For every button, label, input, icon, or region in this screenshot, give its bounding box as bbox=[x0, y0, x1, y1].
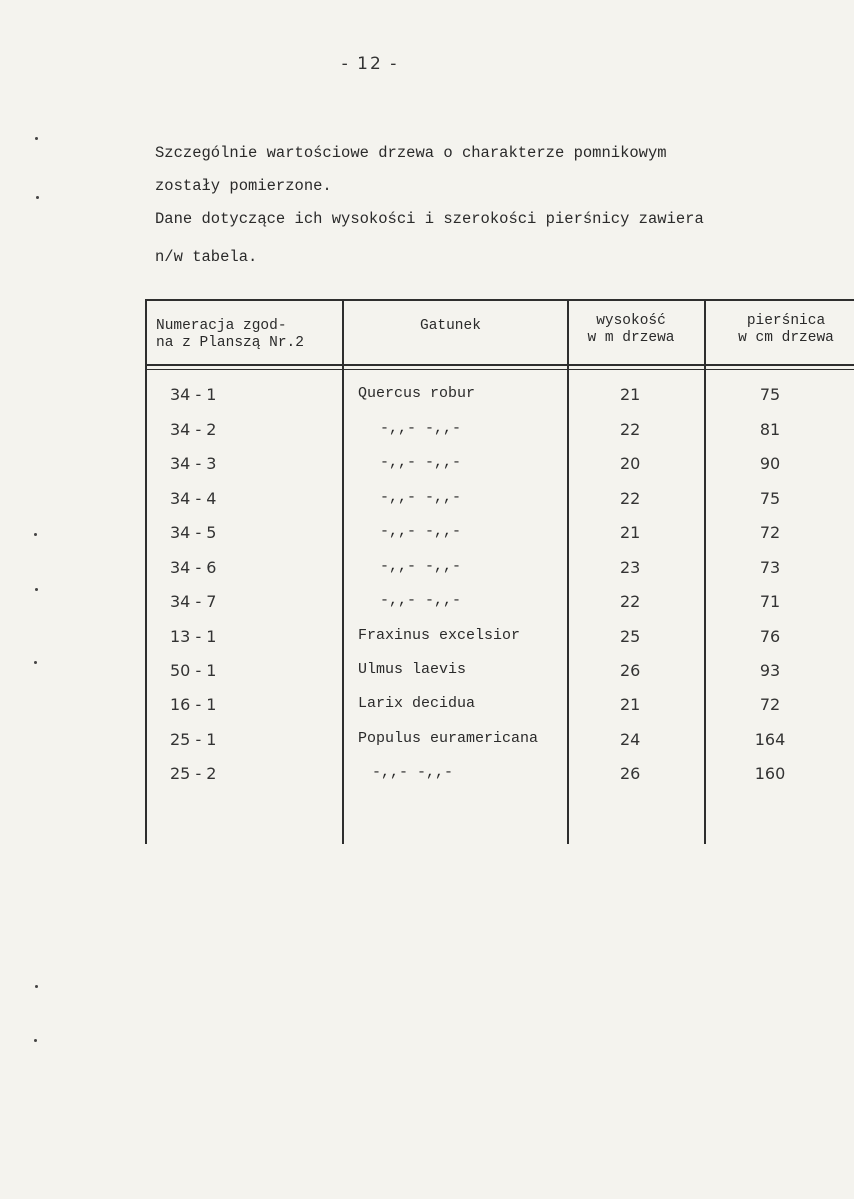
header-height-line2: w m drzewa bbox=[587, 330, 675, 346]
row-species: -,,- -,,- bbox=[380, 523, 462, 540]
table-row bbox=[0, 764, 854, 798]
row-species: Larix decidua bbox=[358, 695, 476, 712]
row-height: 24 bbox=[620, 730, 641, 749]
header-numbering bbox=[156, 318, 304, 352]
row-dbh: 75 bbox=[759, 489, 781, 508]
table-row bbox=[0, 420, 854, 454]
row-height: 21 bbox=[620, 385, 641, 404]
row-number: 34 - 1 bbox=[170, 385, 217, 404]
row-height: 26 bbox=[620, 764, 641, 783]
row-dbh: 164 bbox=[754, 730, 786, 749]
row-dbh: 72 bbox=[759, 695, 781, 714]
row-species: -,,- -,,- bbox=[372, 764, 454, 781]
row-number: 25 - 2 bbox=[170, 764, 217, 783]
table-row bbox=[0, 592, 854, 626]
header-dbh-line1: pierśnica bbox=[746, 313, 826, 329]
row-dbh: 73 bbox=[759, 558, 781, 577]
row-height: 22 bbox=[620, 592, 641, 611]
table-header-rule-second bbox=[145, 369, 854, 370]
scan-speck bbox=[34, 1039, 37, 1042]
row-number: 25 - 1 bbox=[170, 730, 217, 749]
row-number: 34 - 7 bbox=[170, 592, 217, 611]
row-dbh: 160 bbox=[754, 764, 786, 783]
row-number: 34 - 5 bbox=[170, 523, 217, 542]
row-dbh: 90 bbox=[759, 454, 781, 473]
paragraph-line: n/w tabela. bbox=[155, 248, 258, 266]
table-row bbox=[0, 558, 854, 592]
scan-speck bbox=[34, 661, 37, 664]
scan-speck bbox=[35, 588, 38, 591]
row-number: 34 - 2 bbox=[170, 420, 217, 439]
paragraph-line: Szczególnie wartościowe drzewa o charakterze pomnikowym bbox=[155, 144, 667, 162]
row-species: Populus euramericana bbox=[358, 730, 539, 747]
table-row bbox=[0, 627, 854, 661]
row-height: 23 bbox=[620, 558, 641, 577]
header-height bbox=[576, 313, 686, 347]
row-height: 21 bbox=[620, 523, 641, 542]
row-dbh: 72 bbox=[759, 523, 781, 542]
row-species: -,,- -,,- bbox=[380, 489, 462, 506]
row-number: 50 - 1 bbox=[170, 661, 217, 680]
header-height-line1: wysokość bbox=[596, 313, 666, 329]
table-row bbox=[0, 489, 854, 523]
row-dbh: 75 bbox=[759, 385, 781, 404]
table-top-rule bbox=[145, 299, 854, 301]
row-dbh: 76 bbox=[759, 627, 781, 646]
row-number: 34 - 4 bbox=[170, 489, 217, 508]
table-row bbox=[0, 454, 854, 488]
table-header-rule bbox=[145, 364, 854, 366]
row-number: 34 - 3 bbox=[170, 454, 217, 473]
table-row bbox=[0, 661, 854, 695]
scan-speck bbox=[35, 137, 38, 140]
row-height: 25 bbox=[620, 627, 641, 646]
row-species: Fraxinus excelsior bbox=[358, 627, 521, 644]
row-height: 21 bbox=[620, 695, 641, 714]
row-dbh: 81 bbox=[759, 420, 781, 439]
scan-speck bbox=[35, 985, 38, 988]
paragraph-line: Dane dotyczące ich wysokości i szerokości pierśnicy zawiera bbox=[155, 210, 704, 228]
table-row bbox=[0, 730, 854, 764]
row-number: 34 - 6 bbox=[170, 558, 217, 577]
scan-speck bbox=[36, 196, 39, 199]
row-species: -,,- -,,- bbox=[380, 420, 462, 437]
table-row bbox=[0, 385, 854, 419]
row-height: 22 bbox=[620, 420, 641, 439]
header-dbh bbox=[726, 313, 846, 347]
scan-speck bbox=[34, 533, 37, 536]
row-species: Quercus robur bbox=[358, 385, 476, 402]
row-dbh: 93 bbox=[759, 661, 781, 680]
row-dbh: 71 bbox=[759, 592, 781, 611]
table-row bbox=[0, 695, 854, 729]
header-species: Gatunek bbox=[420, 318, 481, 334]
table-row bbox=[0, 523, 854, 557]
row-number: 16 - 1 bbox=[170, 695, 217, 714]
row-height: 26 bbox=[620, 661, 641, 680]
row-species: -,,- -,,- bbox=[380, 454, 462, 471]
paragraph-line: zostały pomierzone. bbox=[155, 177, 332, 195]
header-dbh-line2: w cm drzewa bbox=[738, 330, 834, 346]
header-numbering-line1: Numeracja zgod- bbox=[156, 318, 287, 334]
row-species: -,,- -,,- bbox=[380, 592, 462, 609]
row-number: 13 - 1 bbox=[170, 627, 217, 646]
row-height: 22 bbox=[620, 489, 641, 508]
page-number: - 12 - bbox=[341, 54, 399, 74]
row-species: -,,- -,,- bbox=[380, 558, 462, 575]
row-height: 20 bbox=[620, 454, 641, 473]
header-numbering-line2: na z Planszą Nr.2 bbox=[156, 335, 304, 351]
row-species: Ulmus laevis bbox=[358, 661, 467, 678]
